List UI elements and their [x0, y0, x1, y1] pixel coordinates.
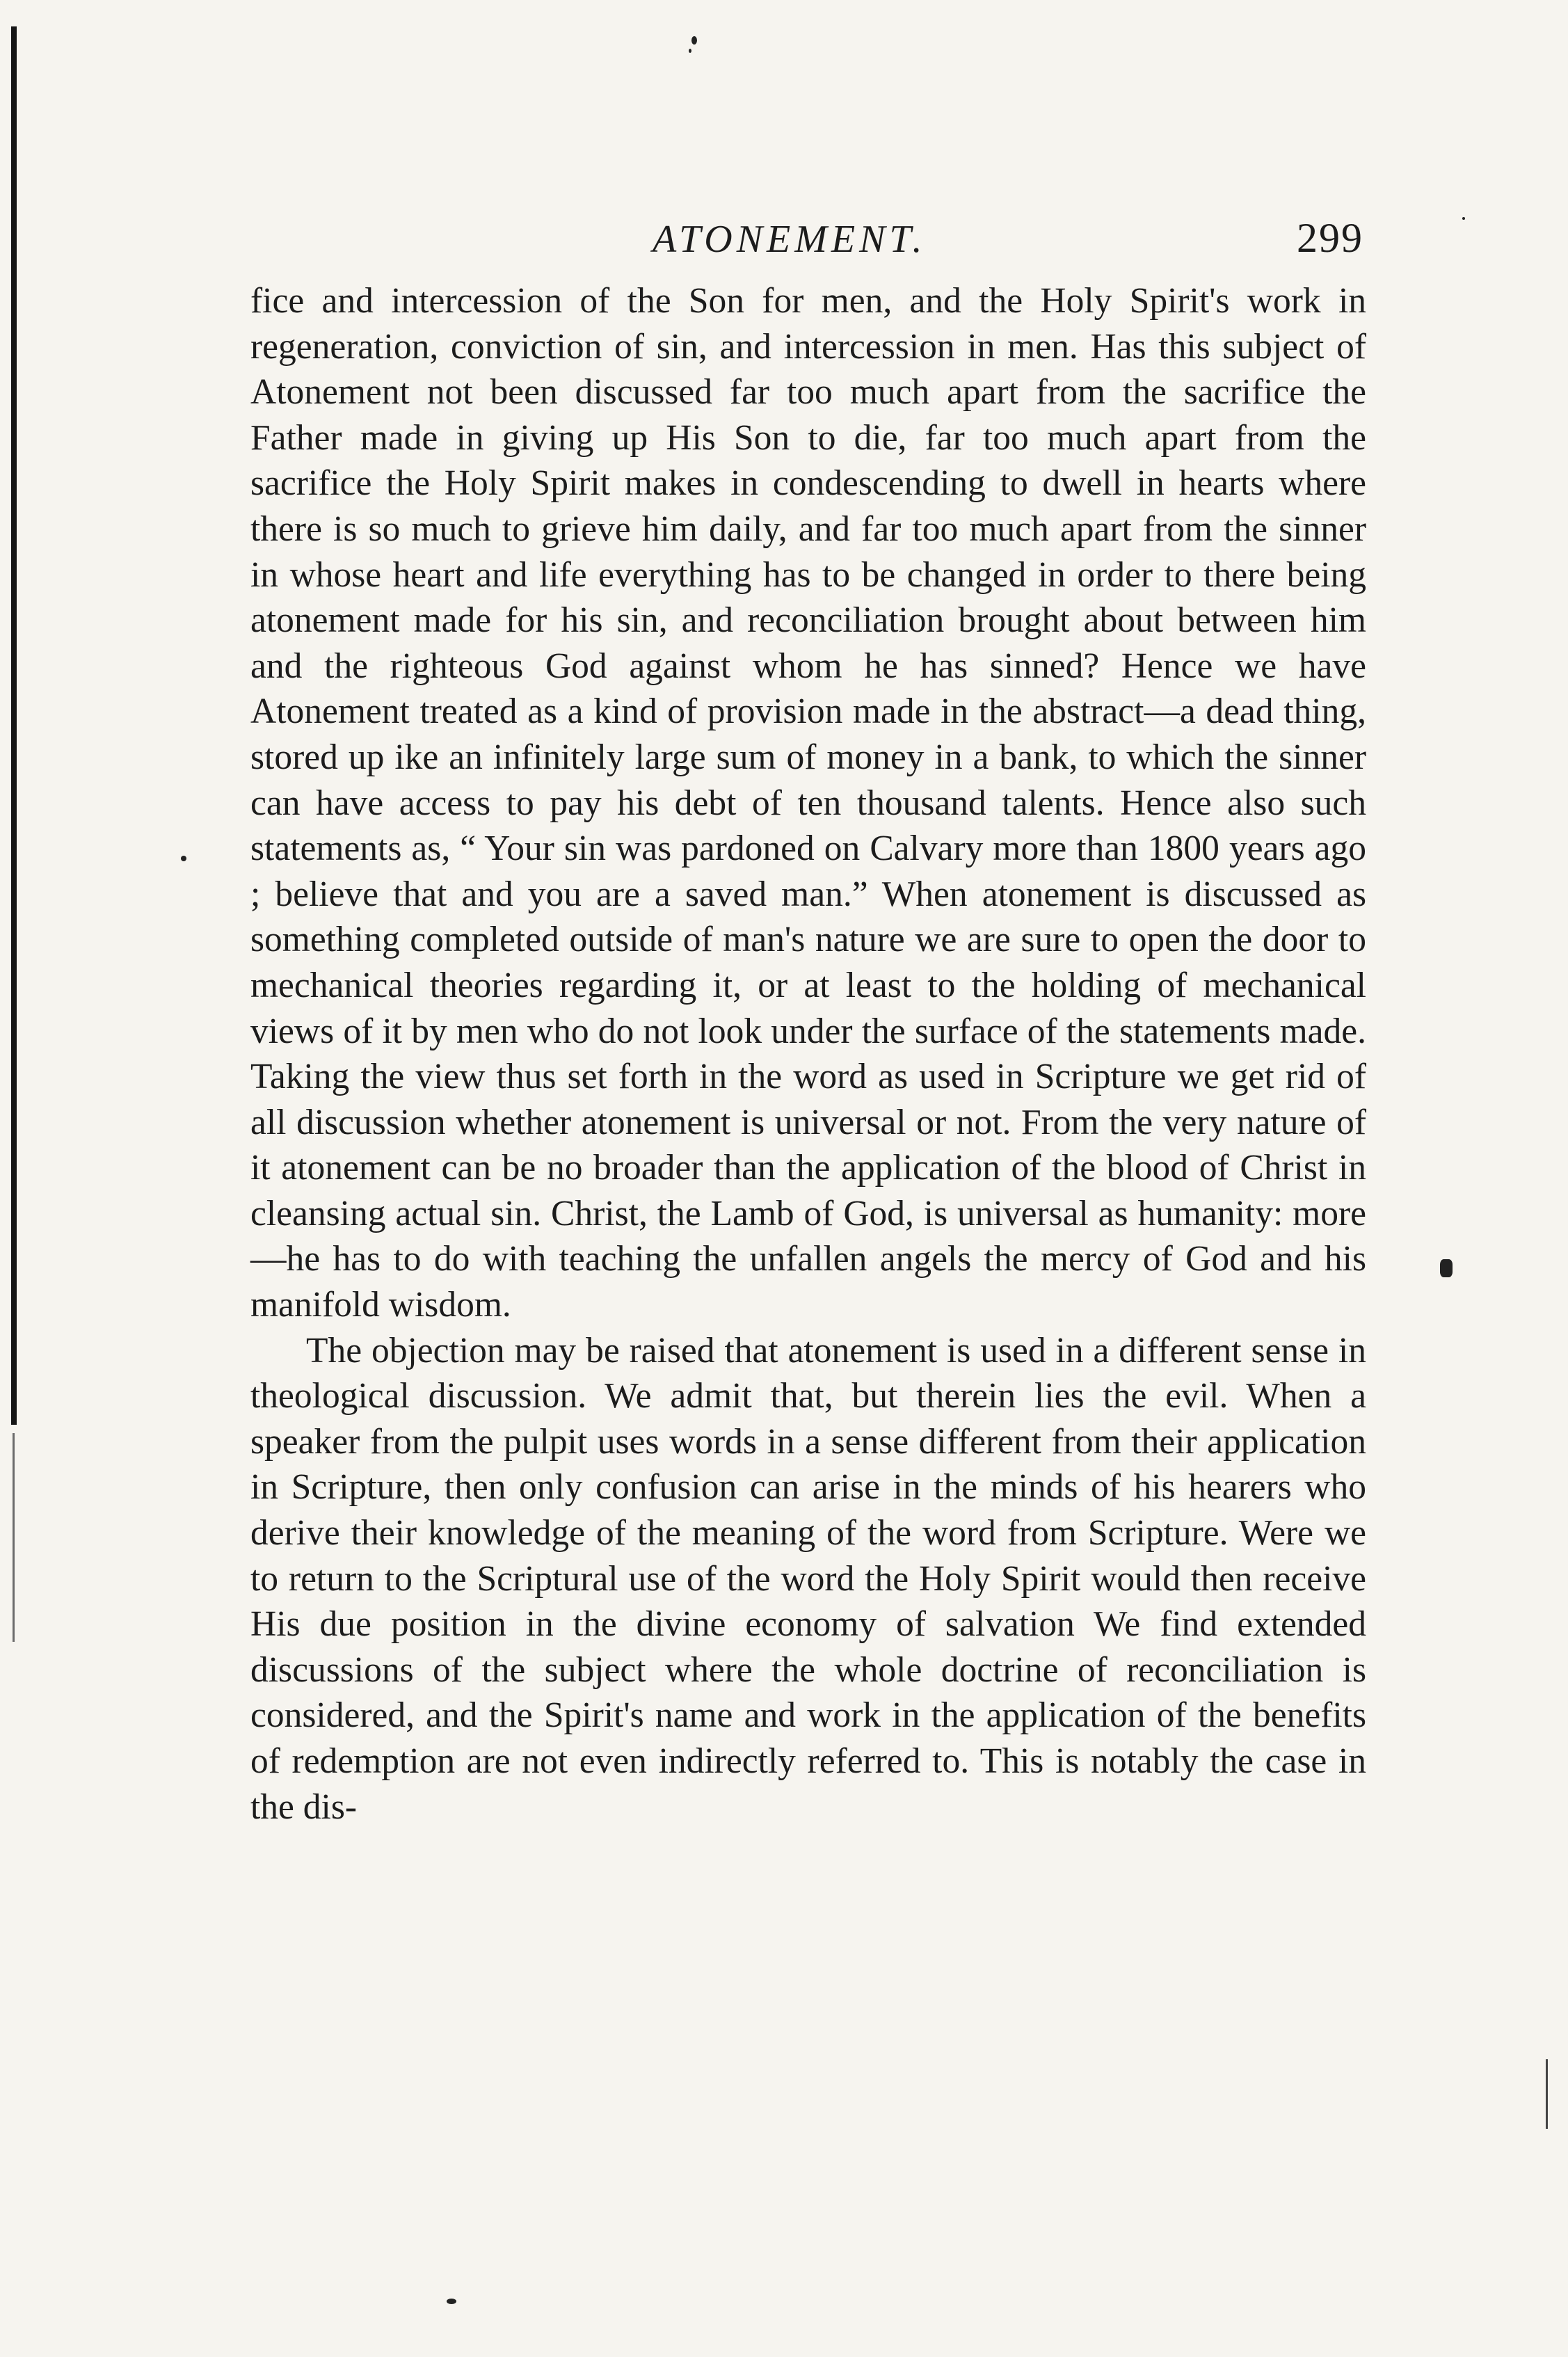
body-text	[250, 278, 1366, 1830]
ink-speck	[691, 36, 697, 45]
ink-speck	[689, 49, 691, 53]
margin-mark	[1546, 2059, 1548, 2129]
page-header	[250, 209, 1363, 271]
paragraph: The objection may be raised that atonement is used in a different sense in theological discussion. We admit that, but therein lies the evil. When a speaker from the pulpit uses words in a sense different from their application in Scripture, then only confusion can arise in the minds of his hearers who derive their knowledge of the meaning of the word from Scripture. Were we to return to the Scriptural use of the word the Holy Spirit would then receive His due position in the divine economy of salvation We find extended discussions of the subject where the whole doctrine of reconciliation is considered, and the Spirit's name and work in the application of the benefits of redemption are not even indirectly referred to. This is notably the case in the dis-	[250, 1330, 1366, 1827]
page-number: 299	[1297, 215, 1363, 261]
paragraph: fice and intercession of the Son for men, and the Holy Spirit's work in regeneration, conviction of sin, and intercession in men. Has this subject of Atonement not been discussed far too much apart from the sacrifice the Father made in giving up His Son to die, far too much apart from the sacrifice the Holy Spirit makes in condescending to dwell in hearts where there is so much to grieve him daily, and far too much apart from the sinner in whose heart and life everything has to be changed in order to there being atonement made for his sin, and reconciliation brought about between him and the righteous God against whom he has sinned? Hence we have Atonement treated as a kind of provision made in the abstract—a dead thing, stored up ike an infinitely large sum of money in a bank, to which the sinner can have access to pay his debt of ten thousand talents. Hence also such statements as, “ Your sin was pardoned on Calvary more than 1800 years ago ; believe that and you are a saved man.” When atonement is discussed as something completed outside of man's nature we are sure to open the door to mechanical theories regarding it, or at least to the holding of mechanical views of it by men who do not look under the surface of the statements made. Taking the view thus set forth in the word as used in Scripture we get rid of all discussion whether atonement is universal or not. From the very nature of it atonement can be no broader than the application of the blood of Christ in cleansing actual sin. Christ, the Lamb of God, is universal as humanity: more—he has to do with teaching the unfallen angels the mercy of God and his manifold wisdom.	[250, 281, 1366, 1325]
binding-edge-shadow	[11, 26, 17, 1425]
running-title: ATONEMENT.	[653, 218, 927, 261]
ink-speck	[447, 2299, 456, 2304]
ink-speck	[1462, 217, 1465, 220]
ink-blot	[1440, 1259, 1453, 1277]
ink-speck	[181, 856, 186, 861]
binding-edge-trace	[13, 1433, 15, 1642]
